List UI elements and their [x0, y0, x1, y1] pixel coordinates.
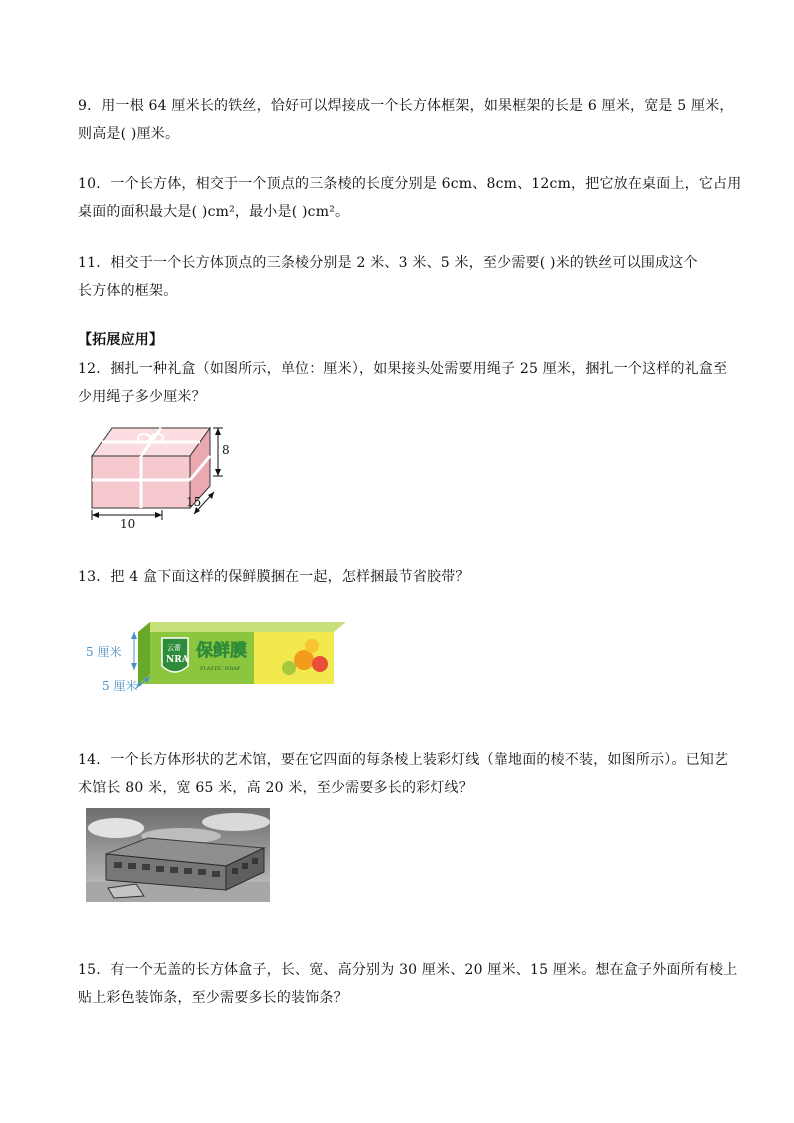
section-heading: 【拓展应用】 — [78, 332, 164, 348]
q12-line1: 12．捆扎一种礼盒（如图所示，单位：厘米），如果接头处需要用绳子 25 厘米，捆扎一个这样的礼盒至 — [78, 361, 728, 377]
q10-line1: 10．一个长方体，相交于一个顶点的三条棱的长度分别是 6cm、8cm、12cm，把它放在桌面上，它占用 — [78, 176, 742, 192]
art-museum-figure — [86, 808, 270, 902]
q9-line1: 9．用一根 64 厘米长的铁丝，恰好可以焊接成一个长方体框架，如果框架的长是 6 厘米，宽是 5 厘米， — [78, 98, 734, 114]
q9-line2: 则高是( )厘米。 — [78, 126, 180, 142]
gift-height-label: 8 — [222, 443, 230, 457]
q11-line1: 11．相交于一个长方体顶点的三条棱分别是 2 米、3 米、5 米，至少需要( )米的铁丝可以围成这个 — [78, 255, 698, 271]
wrap-brand-cn: 云蕾 — [167, 644, 181, 652]
gift-box-figure — [86, 418, 246, 530]
q10-line2: 桌面的面积最大是( )cm²，最小是( )cm²。 — [78, 204, 350, 220]
q15-line2: 贴上彩色装饰条，至少需要多长的装饰条？ — [78, 990, 348, 1006]
q11-line2: 长方体的框架。 — [78, 283, 178, 299]
wrap-product-name: 保鲜膜 — [196, 641, 247, 661]
q14-line2: 术馆长 80 米，宽 65 米，高 20 米，至少需要多长的彩灯线？ — [78, 780, 473, 796]
wrap-height-label: 5 厘米 — [86, 645, 122, 659]
wrap-product-en: PLASTIC WRAP — [200, 666, 241, 672]
wrap-brand-en: NRA — [166, 655, 189, 665]
gift-width-label: 15 — [186, 495, 202, 509]
q12-line2: 少用绳子多少厘米？ — [78, 389, 206, 405]
gift-length-label: 10 — [120, 517, 136, 530]
plastic-wrap-figure — [84, 608, 346, 698]
q13-line1: 13．把 4 盒下面这样的保鲜膜捆在一起，怎样捆最节省胶带？ — [78, 569, 470, 585]
q14-line1: 14．一个长方体形状的艺术馆，要在它四面的每条棱上装彩灯线（靠地面的棱不装，如图所示）。已知艺 — [78, 752, 729, 768]
wrap-depth-label: 5 厘米 — [102, 679, 138, 693]
q15-line1: 15．有一个无盖的长方体盒子，长、宽、高分别为 30 厘米、20 厘米、15 厘米。想在盒子外面所有棱上 — [78, 962, 738, 978]
